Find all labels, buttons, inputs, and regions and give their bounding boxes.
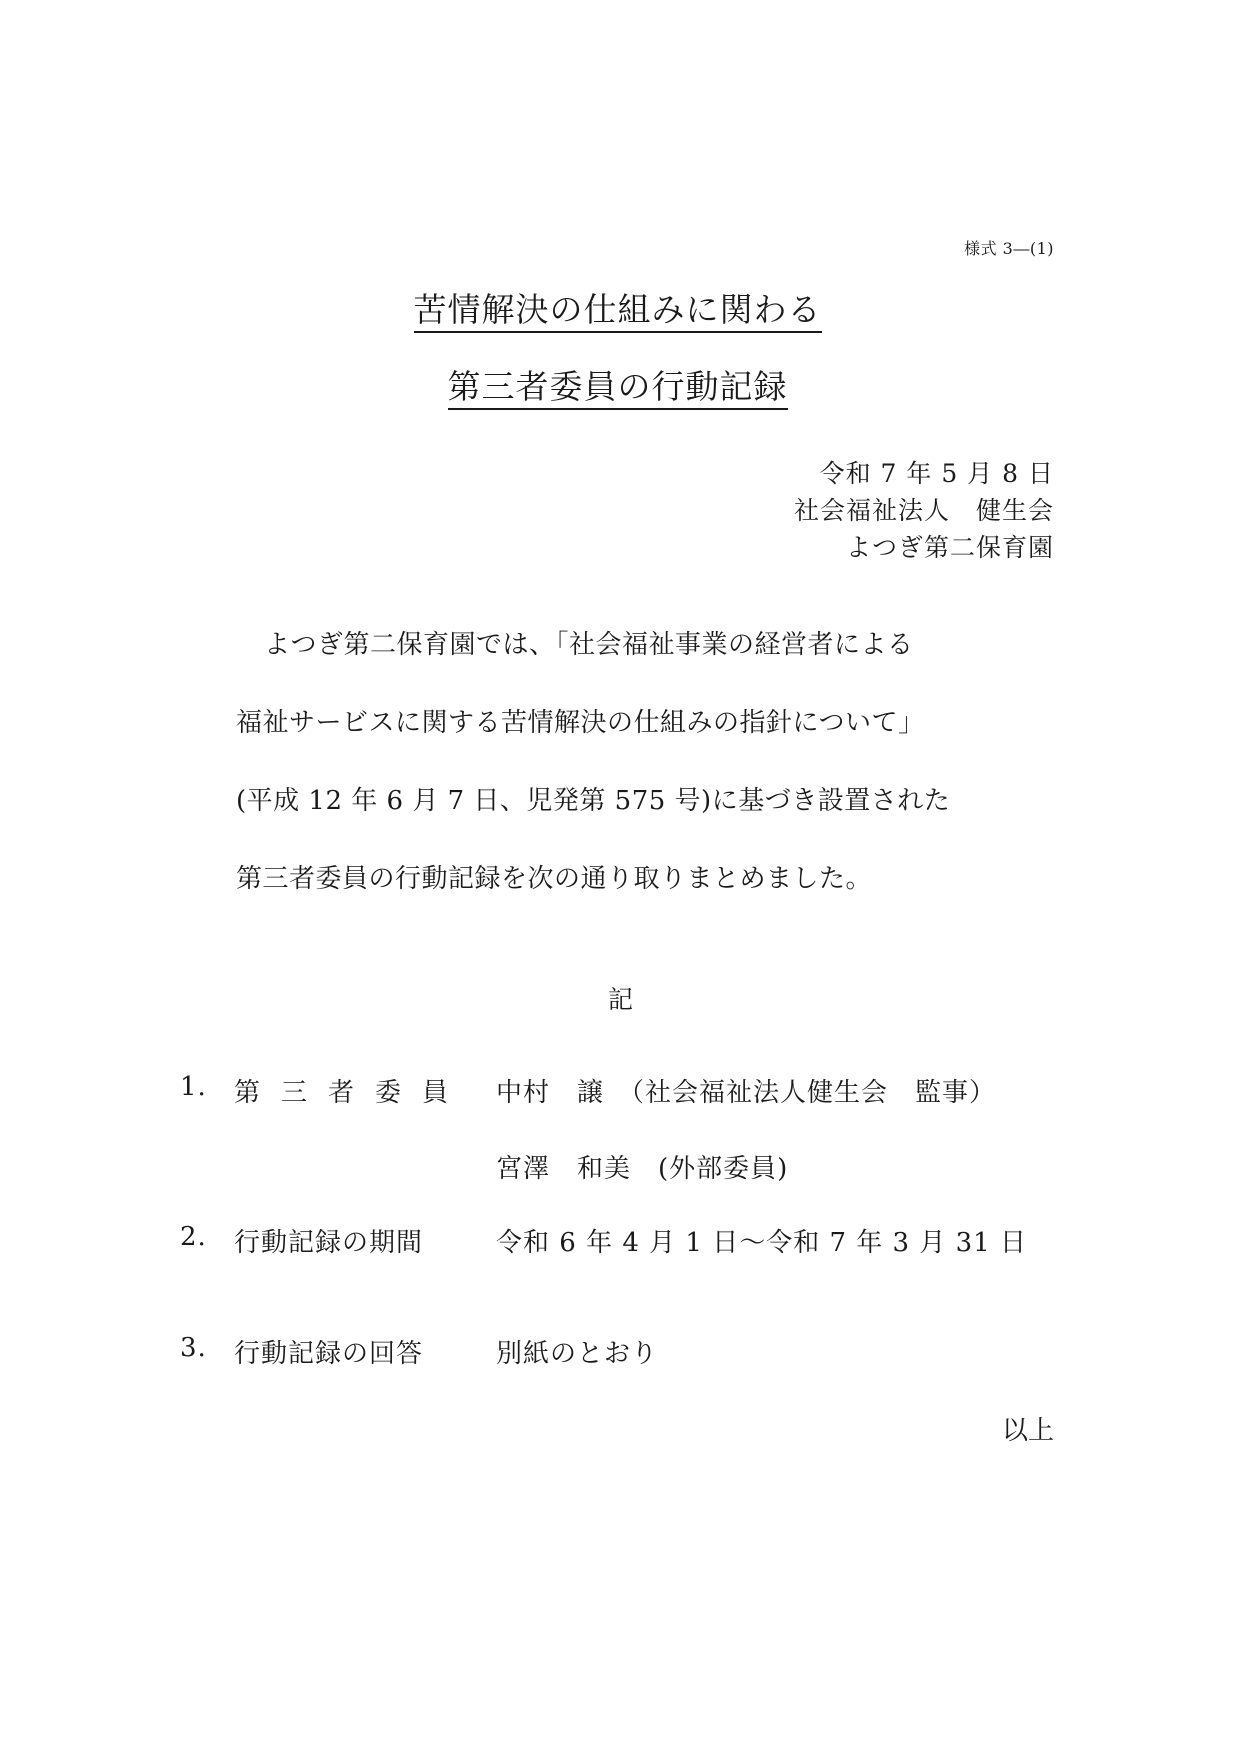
item-number: 3.	[180, 1333, 207, 1363]
form-number: 様式 3―(1)	[964, 239, 1054, 258]
item-value: 令和 6 年 4 月 1 日～令和 7 年 3 月 31 日	[496, 1228, 1027, 1258]
title-line-2-text: 第三者委員の行動記録	[448, 367, 788, 410]
item-value: 中村 譲 （社会福祉法人健生会 監事）	[496, 1078, 997, 1108]
item-number: 2.	[180, 1222, 207, 1252]
list-item-record-response	[180, 1333, 1080, 1373]
issuer-corporation: 社会福祉法人 健生会	[793, 496, 1054, 525]
item-value: 別紙のとおり	[496, 1339, 659, 1369]
issuer-facility: よつぎ第二保育園	[845, 533, 1054, 562]
body-line: (平成 12 年 6 月 7 日、児発第 575 号)に基づき設置された	[236, 786, 951, 816]
item-number: 1.	[180, 1072, 207, 1102]
item-label: 行動記録の回答	[234, 1339, 424, 1369]
document-title-line-2	[0, 361, 1238, 408]
list-item-record-period	[180, 1222, 1080, 1262]
list-item-third-party-members	[180, 1072, 1080, 1112]
issue-date: 令和 7 年 5 月 8 日	[819, 459, 1054, 488]
closing-ijou: 以上	[1001, 1416, 1054, 1446]
ki-heading: 記	[607, 985, 633, 1014]
body-line: 第三者委員の行動記録を次の通り取りまとめました。	[236, 864, 873, 894]
item-label: 第三者委員	[234, 1078, 470, 1108]
title-line-1-text: 苦情解決の仕組みに関わる	[414, 290, 822, 333]
item-value-second-member: 宮澤 和美 (外部委員)	[496, 1154, 789, 1184]
document-title-line-1	[0, 284, 1238, 331]
issuer-block	[794, 455, 1054, 566]
body-paragraph	[236, 625, 950, 937]
body-line: 福祉サービスに関する苦情解決の仕組みの指針について」	[236, 708, 925, 738]
body-line: よつぎ第二保育園では、「社会福祉事業の経営者による	[264, 630, 914, 660]
item-label: 行動記録の期間	[234, 1228, 424, 1258]
